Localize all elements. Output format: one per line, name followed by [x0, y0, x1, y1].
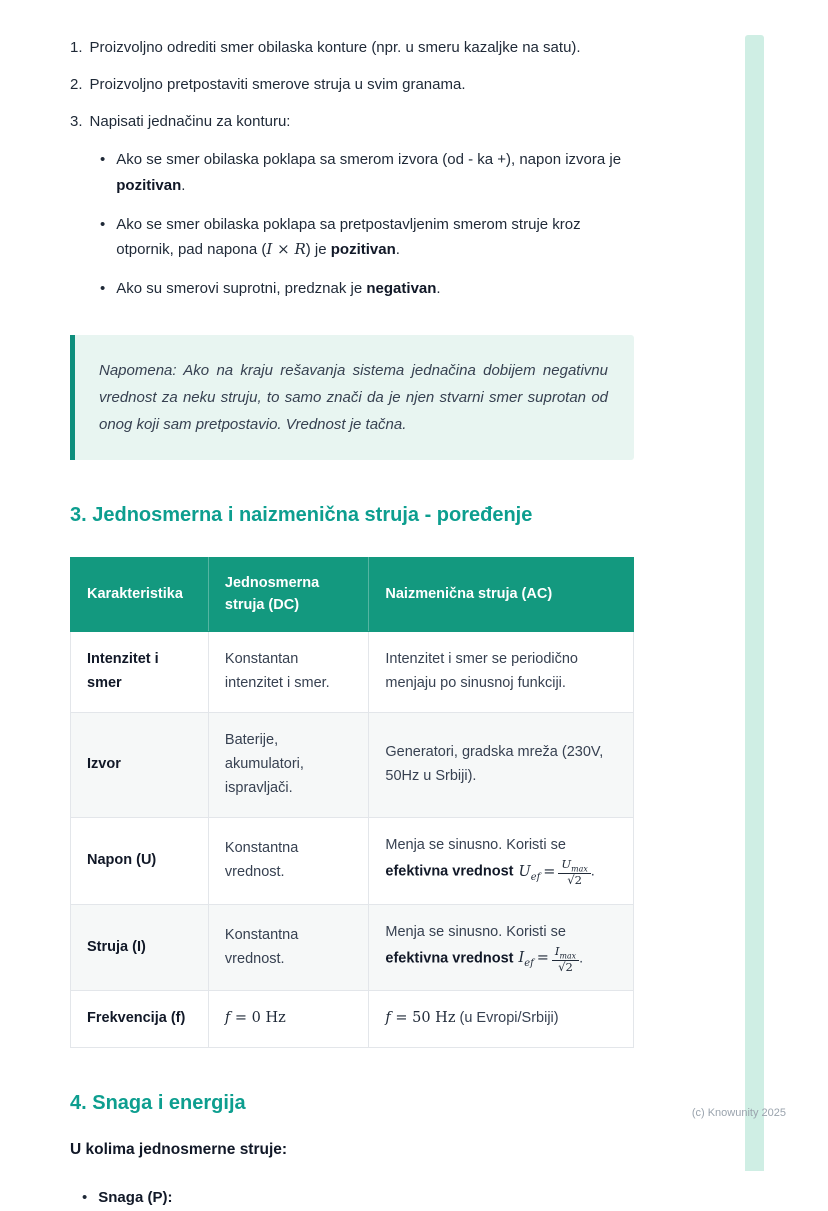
bullet-text: Ako se smer obilaska poklapa sa smerom izvora (od - ka +), napon izvora je pozitivan. — [116, 151, 622, 194]
section-4-title: 4. Snaga i energija — [70, 1092, 246, 1115]
bullet-dot-icon — [100, 147, 105, 199]
dc-cell: Baterije, akumulatori, ispravljači. — [208, 713, 368, 818]
bullet-dot-icon — [100, 276, 105, 302]
item-text: Proizvoljno pretpostaviti smerove struja u svim granama. — [89, 76, 466, 93]
list-item — [100, 147, 634, 199]
bullet-dot-icon — [82, 1185, 87, 1211]
item-number: 1. — [70, 39, 83, 56]
row-label: Struja (I) — [71, 904, 209, 991]
bullet-dot-icon — [100, 212, 105, 264]
item-text: Proizvoljno odrediti smer obilaska konture (npr. u smeru kazaljke na satu). — [89, 39, 581, 56]
row-label: Intenzitet i smer — [71, 632, 209, 713]
table-row — [71, 632, 634, 713]
bold-term: efektivna vrednost — [385, 863, 514, 880]
bullet-text: Ako su smerovi suprotni, predznak je negativan. — [116, 280, 441, 298]
section-3-title: 3. Jednosmerna i naizmenična struja - poređenje — [70, 503, 533, 526]
numbered-item-2 — [70, 73, 634, 97]
note-callout — [70, 335, 634, 460]
copyright: (c) Knowunity 2025 — [691, 1107, 786, 1119]
column-header: Jednosmerna struja (DC) — [208, 557, 368, 632]
math-var: R — [294, 240, 306, 259]
list-item — [100, 212, 634, 264]
item-text: Napisati jednačinu za konturu: — [89, 113, 291, 130]
math-var: I — [266, 240, 273, 259]
row-label: Izvor — [71, 713, 209, 818]
sub-bullet-list — [100, 147, 634, 302]
bold-term: pozitivan — [330, 241, 396, 259]
bold-term: negativan — [366, 280, 437, 298]
ac-cell: Intenzitet i smer se periodično menjaju po sinusnoj funkciji. — [369, 632, 634, 713]
dc-cell — [208, 991, 368, 1048]
numbered-item-1 — [70, 36, 634, 60]
ac-cell: Menja se sinusno. Koristi se efektivna vrednost $I_{ef}$ = $\frac{I_{max}}{√2}$ . — [369, 904, 634, 991]
table-row — [71, 991, 634, 1048]
dc-cell: Konstantna vrednost. — [208, 904, 368, 991]
list-item — [82, 1185, 634, 1211]
dc-cell: Konstantan intenzitet i smer. — [208, 632, 368, 713]
bold-term: efektivna vrednost — [385, 950, 514, 967]
ac-cell: Menja se sinusno. Koristi se efektivna vrednost $U_{ef}$ = $\frac{U_{max}}{√2}$ . — [369, 818, 634, 905]
list-item — [100, 276, 634, 302]
row-label: Frekvencija (f) — [71, 991, 209, 1048]
column-header: Karakteristika — [71, 557, 209, 632]
dc-circuits-heading: U kolima jednosmerne struje: — [70, 1141, 288, 1159]
formula-u-ef: $U_{ef}$ = $\frac{U_{max}}{√2}$ — [519, 864, 591, 880]
bullet-text: Ako se smer obilaska poklapa sa pretpostavljenim smerom struje kroz otpornik, pad napona (I × R) je pozitivan. — [116, 215, 581, 259]
numbered-item-3 — [70, 110, 634, 134]
ac-cell: f = 50 Hz (u Evropi/Srbiji) — [369, 991, 634, 1048]
row-label: Napon (U) — [71, 818, 209, 905]
item-number: 2. — [70, 76, 83, 93]
table-row — [71, 713, 634, 818]
ac-cell: Generatori, gradska mreža (230V, 50Hz u Srbiji). — [369, 713, 634, 818]
table-row — [71, 818, 634, 905]
dc-ac-comparison-table — [70, 557, 634, 1048]
bold-term: pozitivan — [116, 176, 182, 194]
dc-cell: Konstantna vrednost. — [208, 818, 368, 905]
column-header: Naizmenična struja (AC) — [369, 557, 634, 632]
formula-i-ef: $I_{ef}$ = $\frac{I_{max}}{√2}$ — [519, 950, 580, 966]
power-bullet-label: Snaga (P): — [98, 1189, 173, 1207]
table-header-row — [71, 557, 634, 632]
formula-f-dc: f = 0 Hz — [224, 1010, 286, 1027]
note-text: Napomena: Ako na kraju rešavanja sistema jednačina dobijem negativnu vrednost za neku struju, to samo znači da je njen stvarni smer suprotan od onog koji sam pretpostavio. Vrednost je tačna. — [99, 361, 608, 433]
item-number: 3. — [70, 113, 83, 130]
formula-f-ac: f = 50 Hz — [385, 1010, 456, 1027]
table-row — [71, 904, 634, 991]
